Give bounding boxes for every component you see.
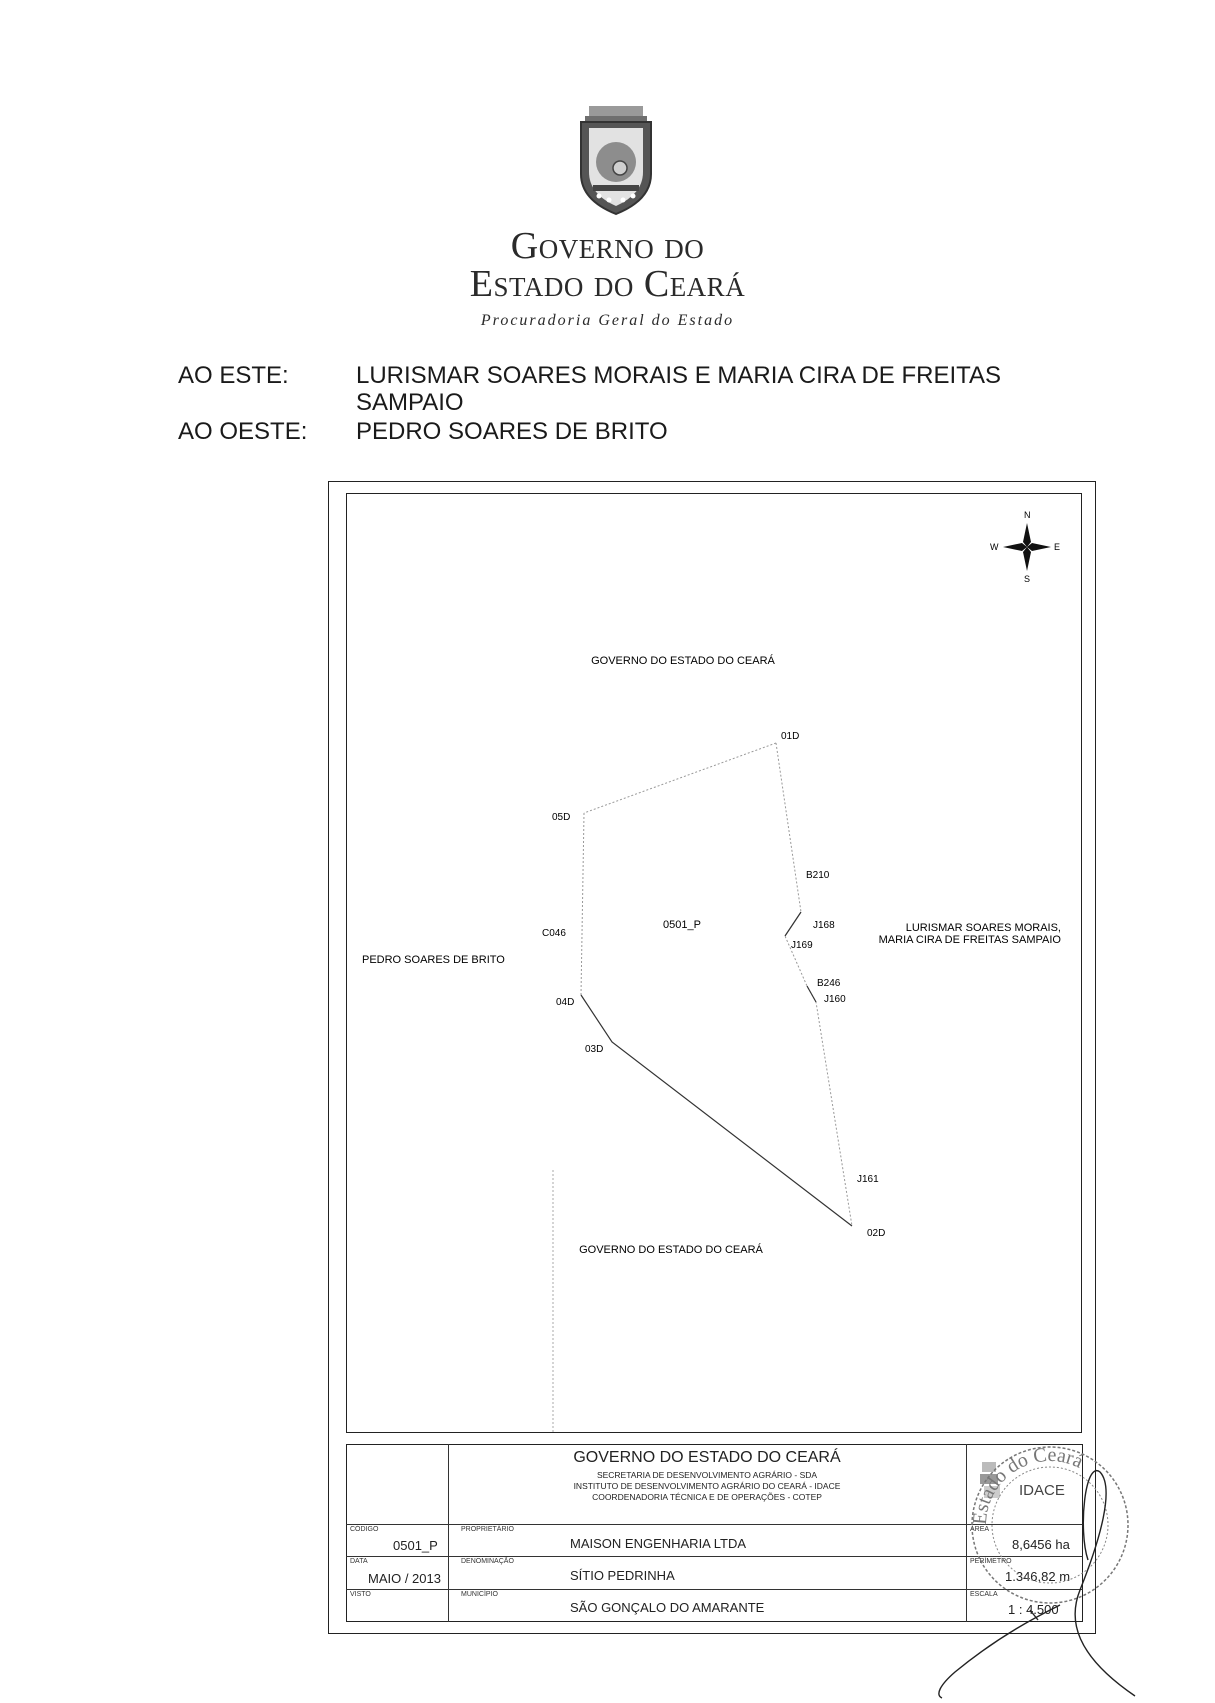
vertex-label: J168	[813, 920, 835, 931]
south-owner-label: GOVERNO DO ESTADO DO CEARÁ	[579, 1244, 763, 1256]
title-block-org: GOVERNO DO ESTADO DO CEARÁ	[573, 1449, 841, 1466]
boundary-east-label: AO ESTE:	[178, 362, 289, 389]
boundary-east-value: LURISMAR SOARES MORAIS E MARIA CIRA DE FREITAS SAMPAIO	[356, 362, 1002, 416]
seal-text: Estado do Ceará	[968, 1443, 1087, 1526]
data-value: MAIO / 2013	[368, 1571, 441, 1586]
denominacao-label: DENOMINAÇÃO	[461, 1558, 514, 1565]
area-label: ÁREA	[970, 1526, 990, 1533]
parcel-code-label: 0501_P	[663, 919, 701, 931]
header-government-line1: Governo do	[510, 225, 705, 267]
proprietario-value: MAISON ENGENHARIA LTDA	[570, 1536, 747, 1551]
codigo-value: 0501_P	[393, 1538, 438, 1553]
east-owner-label-line2: MARIA CIRA DE FREITAS SAMPAIO	[878, 934, 1061, 946]
vertex-label: J161	[857, 1174, 879, 1185]
escala-label: ESCALA	[970, 1591, 998, 1598]
vertex-label: J160	[824, 994, 846, 1005]
perimetro-value: 1.346,82 m	[1005, 1569, 1071, 1584]
municipio-label: MUNICÍPIO	[461, 1591, 498, 1598]
title-block-sub3: COORDENADORIA TÉCNICA E DE OPERAÇÕES - COTEP	[592, 1492, 822, 1502]
boundary-west-label: AO OESTE:	[178, 418, 308, 445]
vertex-label: J169	[791, 940, 813, 951]
vertex-label: 03D	[585, 1044, 604, 1055]
perimetro-label: PERÍMETRO	[970, 1558, 1012, 1565]
codigo-label: CÓDIGO	[350, 1526, 379, 1533]
handwritten-signature	[939, 1471, 1135, 1698]
compass-s-label: S	[1024, 574, 1031, 584]
header-subtitle: Procuradoria Geral do Estado	[480, 312, 735, 329]
compass-n-label: N	[1024, 510, 1031, 520]
compass-rose-icon	[990, 510, 1060, 584]
municipio-value: SÃO GONÇALO DO AMARANTE	[570, 1600, 765, 1615]
compass-w-label: W	[990, 542, 999, 552]
denominacao-value: SÍTIO PEDRINHA	[570, 1568, 675, 1583]
vertex-label: B246	[817, 978, 841, 989]
visto-label: VISTO	[350, 1591, 371, 1598]
north-owner-label: GOVERNO DO ESTADO DO CEARÁ	[591, 655, 775, 667]
escala-value: 1 : 4.500	[1008, 1602, 1059, 1617]
vertex-label: B210	[806, 870, 830, 881]
svg-text:Estado do Ceará	[969, 1444, 1087, 1526]
idace-logo-text: IDACE	[1019, 1482, 1065, 1499]
vertex-label: 02D	[867, 1228, 886, 1239]
proprietario-label: PROPRIETÁRIO	[461, 1526, 514, 1533]
boundary-west-value: PEDRO SOARES DE BRITO	[356, 418, 668, 445]
title-block-sub1: SECRETARIA DE DESENVOLVIMENTO AGRÁRIO - SDA	[596, 1470, 818, 1480]
west-owner-label: PEDRO SOARES DE BRITO	[362, 954, 505, 966]
area-value: 8,6456 ha	[1012, 1537, 1070, 1552]
parcel-boundary	[581, 743, 852, 1226]
compass-e-label: E	[1054, 542, 1061, 552]
header-government-line2: Estado do Ceará	[469, 263, 746, 305]
vertex-label: C046	[542, 928, 566, 939]
data-label: DATA	[350, 1558, 368, 1565]
vertex-label: 04D	[556, 997, 575, 1008]
official-seal-stamp	[969, 1444, 1128, 1603]
east-owner-label-line1: LURISMAR SOARES MORAIS,	[905, 922, 1061, 934]
vertex-label: 01D	[781, 731, 800, 742]
stamp-and-signature	[900, 1440, 1200, 1700]
vertex-label: 05D	[552, 812, 571, 823]
title-block-sub2: INSTITUTO DE DESENVOLVIMENTO AGRÁRIO DO CEARÁ - IDACE	[573, 1481, 841, 1491]
